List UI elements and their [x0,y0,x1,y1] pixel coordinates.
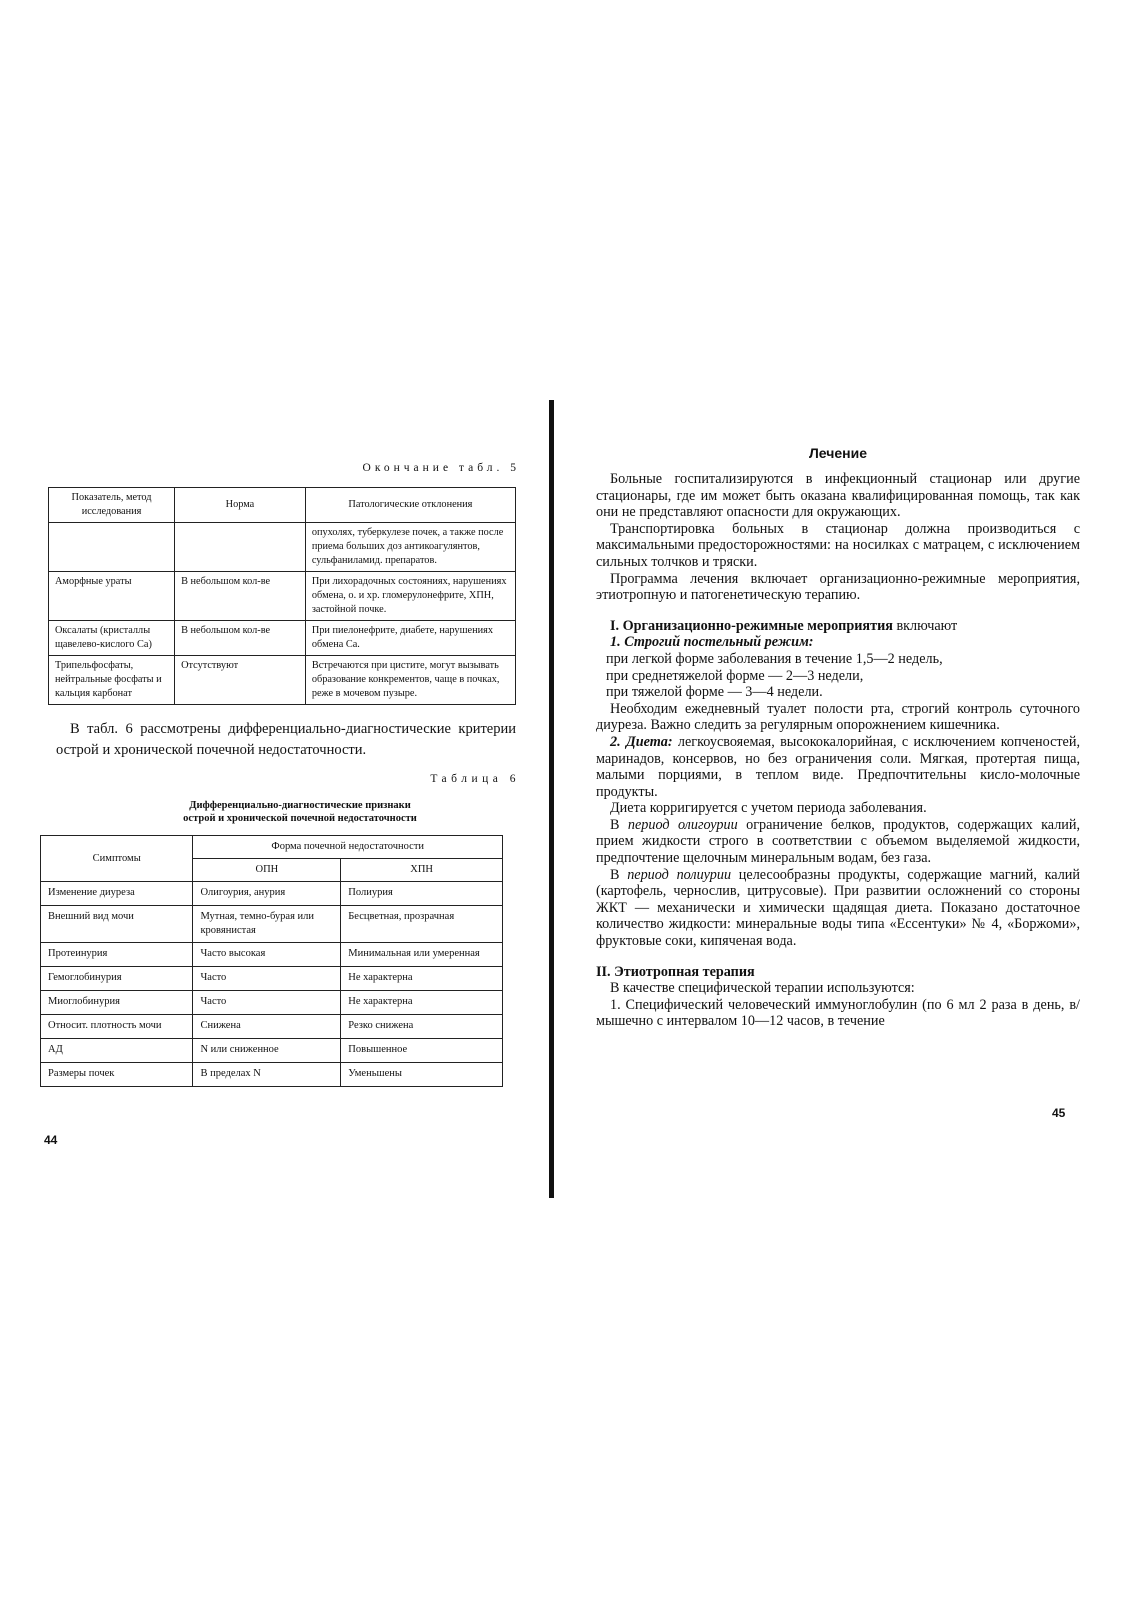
polyuria-paragraph [596,867,1080,950]
table-row [41,991,503,1015]
diet-title: 2. Диета: [610,733,673,750]
table-row [41,943,503,967]
table-row [41,1063,503,1087]
table5-header-cell: Патологические отклонения [305,488,515,523]
table5-caption: Окончание табл. 5 [362,462,520,474]
table-cell: Оксалаты (кристаллы щавелево-кислого Са) [49,621,175,656]
table-cell: Олигоурия, анурия [193,882,341,906]
table-cell: Полиурия [341,882,503,906]
table-row [41,1039,503,1063]
table-row [41,967,503,991]
table-cell: Аморфные ураты [49,572,175,621]
text-span: ограничение белков, продуктов, содержащих калий, прием жидкости строго в соответствии с объемом выделяемой жидкости, предпочтение щелочным минеральным водам, без газа. [596,816,1081,867]
table6-title [90,799,510,825]
table-cell: N или сниженное [193,1039,341,1063]
paragraph: Диета корригируется с учетом периода заболевания. [610,800,927,817]
table-cell: Не характерна [341,967,503,991]
oliguria-paragraph [596,817,1080,867]
table6-label: Таблица 6 [430,773,520,785]
table-cell: Изменение диуреза [41,882,193,906]
table-row [41,882,503,906]
table-cell: В пределах N [193,1063,341,1087]
table6-title-line: Дифференциально-диагностические признаки [189,800,411,811]
section-1-title: I. Организационно-режимные мероприятия [610,617,893,634]
paragraph: 1. Специфический человеческий иммуноглобулин (по 6 мл 2 раза в день, в/мышечно с интервалом 10—12 часов, в течение [596,996,1080,1030]
table-row [41,1015,503,1039]
polyuria-term: период полиурии [627,866,732,883]
table-cell: Мутная, темно-бурая или кровянистая [193,906,341,943]
page-number-right: 45 [1052,1106,1066,1120]
table5 [48,487,516,705]
table6-header-symptoms: Симптомы [41,836,193,882]
diet-paragraph [596,734,1080,800]
subsection-title [596,634,1080,651]
table6-header-opn: ОПН [193,859,341,882]
list-item: при легкой форме заболевания в течение 1,5—2 недель, [606,650,943,667]
table-cell: Снижена [193,1015,341,1039]
table-cell: Уменьшены [341,1063,503,1087]
section-1-suffix: включают [892,617,958,634]
bed-regime-title: 1. Строгий постельный режим: [610,634,814,651]
paragraph: Программа лечения включает организационно-режимные мероприятия, этиотропную и патогенетическую терапию. [596,570,1080,604]
table6-title-line: острой и хронической почечной недостаточности [183,813,417,824]
table5-header-cell: Показатель, метод исследования [49,488,175,523]
table-row [41,906,503,943]
table-row [49,523,516,572]
left-page [40,462,520,1087]
list-item: при среднетяжелой форме — 2—3 недели, [606,667,864,684]
table-cell: Размеры почек [41,1063,193,1087]
section-heading: Лечение [808,445,868,461]
table5-header-row [49,488,516,523]
table6-header-form: Форма почечной недостаточности [193,836,503,859]
table-cell: Не характерна [341,991,503,1015]
table-row [49,621,516,656]
table-cell [49,523,175,572]
page-divider [549,400,554,1198]
table-row [49,656,516,705]
table-cell [175,523,306,572]
table-cell: АД [41,1039,193,1063]
text-span: В [610,816,628,833]
table5-header-cell: Норма [175,488,306,523]
table-cell: Резко снижена [341,1015,503,1039]
text-span: целесообразны продукты, содержащие магний, калий (картофель, чернослив, цитрусовые). При развитии осложнений со стороны ЖКТ — механически и химически щадящая диета. Показано достаточное количество жидкости: минеральные воды типа «Ессентуки» № 4, «Боржоми», фруктовые соки, кипяченая вода. [596,866,1080,950]
table-cell: Миоглобинурия [41,991,193,1015]
page-number-left: 44 [44,1133,58,1147]
table-cell: Повышенное [341,1039,503,1063]
table-cell: Часто высокая [193,943,341,967]
table-cell: Часто [193,967,341,991]
table-cell: Отсутствуют [175,656,306,705]
table6-header-hpn: ХПН [341,859,503,882]
table-cell: Минимальная или умеренная [341,943,503,967]
paragraph: Необходим ежедневный туалет полости рта, строгий контроль суточного диуреза. Важно следить за регулярным опорожнением кишечника. [596,700,1080,734]
table-cell: опухолях, туберкулезе почек, а также после приема больших доз антикоагулянтов, сульфаниламид. препаратов. [305,523,515,572]
table-cell: Часто [193,991,341,1015]
table-cell: Относит. плотность мочи [41,1015,193,1039]
right-page [596,445,1080,1030]
table-cell: Протеинурия [41,943,193,967]
table-row [49,572,516,621]
paragraph: В качестве специфической терапии используются: [610,980,915,997]
section-2-title: II. Этиотропная терапия [596,963,755,980]
table-cell: При пиелонефрите, диабете, нарушениях обмена Са. [305,621,515,656]
paragraph: Транспортировка больных в стационар должна производиться с максимальными предосторожностями: на носилках с матрацем, с исключением сильных толчков и тряски. [596,520,1080,570]
oliguria-term: период олигоурии [627,816,738,833]
section-2-heading [596,964,1080,981]
diet-text: легкоусвояемая, высококалорийная, с исключением копченостей, маринадов, консервов, но без ограничения соли. Мягкая, протертая пища, малыми порциями, в теплом виде. Предпочтительны кисло-молочные продукты. [596,733,1080,800]
table-cell: Встречаются при цистите, могут вызывать образование конкрементов, чаще в почках, реже в мочевом пузыре. [305,656,515,705]
table-cell: Внешний вид мочи [41,906,193,943]
table-cell: В небольшом кол-ве [175,572,306,621]
table6-intro-paragraph: В табл. 6 рассмотрены дифференциально-диагностические критерии острой и хронической почечной недостаточности. [56,721,516,758]
section-1-heading [596,618,1080,635]
table-cell: Гемоглобинурия [41,967,193,991]
paragraph: Больные госпитализируются в инфекционный стационар или другие стационары, где им может быть оказана квалифицированная помощь, так как они не представляют опасности для окружающих. [596,471,1080,521]
text-span: В [610,866,628,883]
list-item: при тяжелой форме — 3—4 недели. [606,684,823,701]
table6-header-row [41,836,503,859]
table-cell: Бесцветная, прозрачная [341,906,503,943]
table-cell: Трипельфосфаты, нейтральные фосфаты и кальция карбонат [49,656,175,705]
table-cell: В небольшом кол-ве [175,621,306,656]
table6 [40,835,503,1087]
table-cell: При лихорадочных состояниях, нарушениях обмена, о. и хр. гломерулонефрите, ХПН, застойной почке. [305,572,515,621]
